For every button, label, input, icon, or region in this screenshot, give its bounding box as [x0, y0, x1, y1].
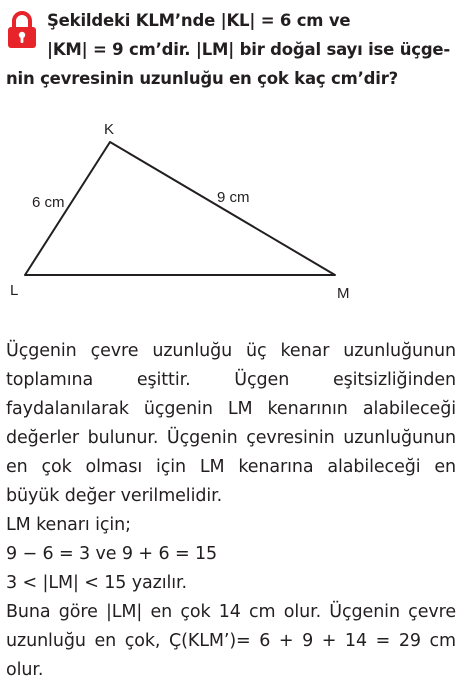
solution-text — [6, 337, 456, 685]
triangle-klm — [25, 142, 335, 275]
question-line-3: nin çevresinin uzunluğu en çok kaç cm’dir? — [6, 69, 399, 88]
question-text — [6, 6, 458, 93]
solution-paragraph-1: Üçgenin çevre uzunluğu üç kenar uzunluğunun toplamına eşittir. Üçgen eşitsizliğinden faydalanılarak üçgenin LM kenarının alabileceği değerler bulunur. Üçgenin çevresinin uzunluğunun en çok olması için LM kenarına alabileceği en büyük değer verilmelidir. — [6, 341, 456, 506]
question-line-1: Şekildeki KLM’nde |KL| = 6 cm ve — [47, 11, 351, 30]
triangle-figure — [0, 118, 462, 308]
vertex-m-label: M — [337, 285, 350, 302]
side-kl-label: 6 cm — [32, 194, 65, 211]
solution-calc-line: 9 − 6 = 3 ve 9 + 6 = 15 — [6, 544, 218, 564]
vertex-l-label: L — [10, 282, 19, 299]
solution-lm-line: LM kenarı için; — [6, 515, 131, 535]
question-line-2: |KM| = 9 cm’dir. |LM| bir doğal sayı ise üçge- — [47, 40, 451, 59]
solution-final-paragraph: Buna göre |LM| en çok 14 cm olur. Üçgenin çevre uzunluğu en çok, Ç(KLM’)= 6 + 9 + 14 = 29 cm olur. — [6, 602, 456, 680]
solution-inequality-line: 3 < |LM| < 15 yazılır. — [6, 573, 187, 593]
side-km-label: 9 cm — [217, 189, 250, 206]
vertex-k-label: K — [104, 121, 115, 138]
